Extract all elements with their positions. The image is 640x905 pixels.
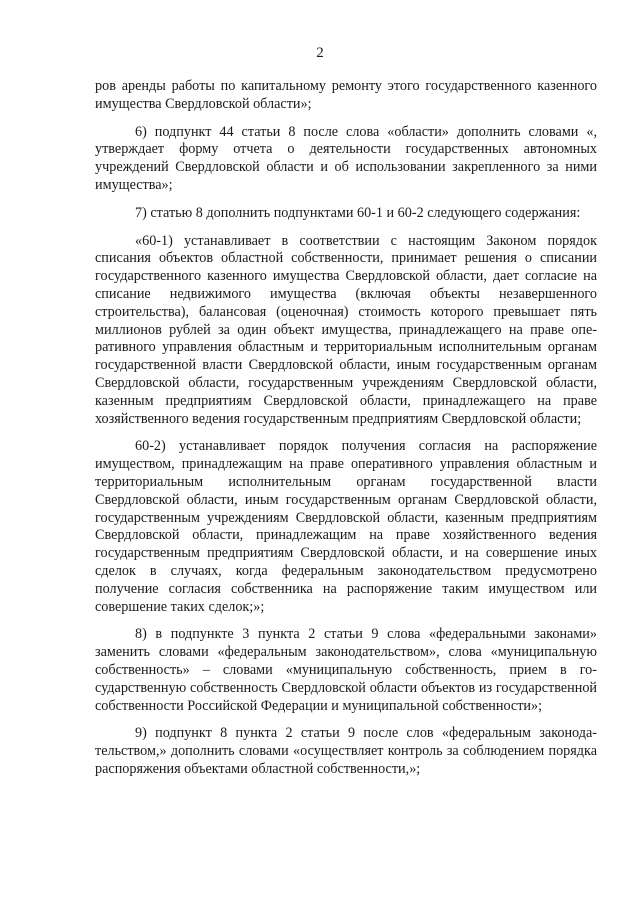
paragraph-item-7: 7) статью 8 дополнить подпунктами 60-1 и 60-2 следующего содержания: [135,204,581,221]
page-number: 2 [316,45,324,61]
paragraph-item-8: 8) в подпункте 3 пункта 2 статьи 9 слова «федеральными законами» заменить словами «федеральным законодательством», слова «муниципальную собственность» – словами «муниципальную собственность, прием в государственную собственность Свердловской области объектов из государственной собственности Российской Федерации и муниципальной собственности»; [95,626,597,714]
paragraph-continuation: ров аренды работы по капитальному ремонту этого государственного казенного имущества Свердловской области»; [95,78,597,112]
paragraph-subitem-60-2: 60-2) устанавливает порядок получения согласия на распоряжение имуществом, принадлежащим на праве оперативного управления областным и территориальным исполнительным органам государственной власти Свердловской области, иным государственным органам Свердловской области, государственным учреждениям Свердловской области, казенным предприятиям Свердловской области, принадлежащим на праве хозяйственного ведения государственным предприятиям Свердловской области, и на совершение иных сделок в случаях, когда федеральным законодательством предусмотрено получение согласия собственника на распоряжение таким имуществом или совершение таких сделок;»; [95,438,597,615]
paragraph-subitem-60-1: «60-1) устанавливает в соответствии с настоящим Законом порядок списания объектов областной собственности, принимает решения о списании государственного казенного имущества Свердловской области, дает согласие на списание недвижимого имущества (включая объекты незавершенного строительства), балансовая (оценочная) стоимость которого превышает пять миллионов рублей за один объект имущества, принадлежащего на праве оперативного управления областным и территориальным исполнительным органам государственной власти Свердловской области, иным государственным органам Свердловской области, государственным учреждениям Свердловской области, казенным предприятиям Свердловской области, принадлежащего на праве хозяйственного ведения государственным предприятиям Свердловской области; [95,232,597,427]
paragraph-item-6: 6) подпункт 44 статьи 8 после слова «области» дополнить словами «, утверждает форму отчета о деятельности государственных автономных учреждений Свердловской области и об использовании закрепленного за ними имущества»; [95,123,597,193]
paragraph-item-9: 9) подпункт 8 пункта 2 статьи 9 после слов «федеральным законодательством,» дополнить словами «осуществляет контроль за соблюдением порядка распоряжения объектами областной собственности,»; [95,725,597,777]
document-body [95,78,597,779]
